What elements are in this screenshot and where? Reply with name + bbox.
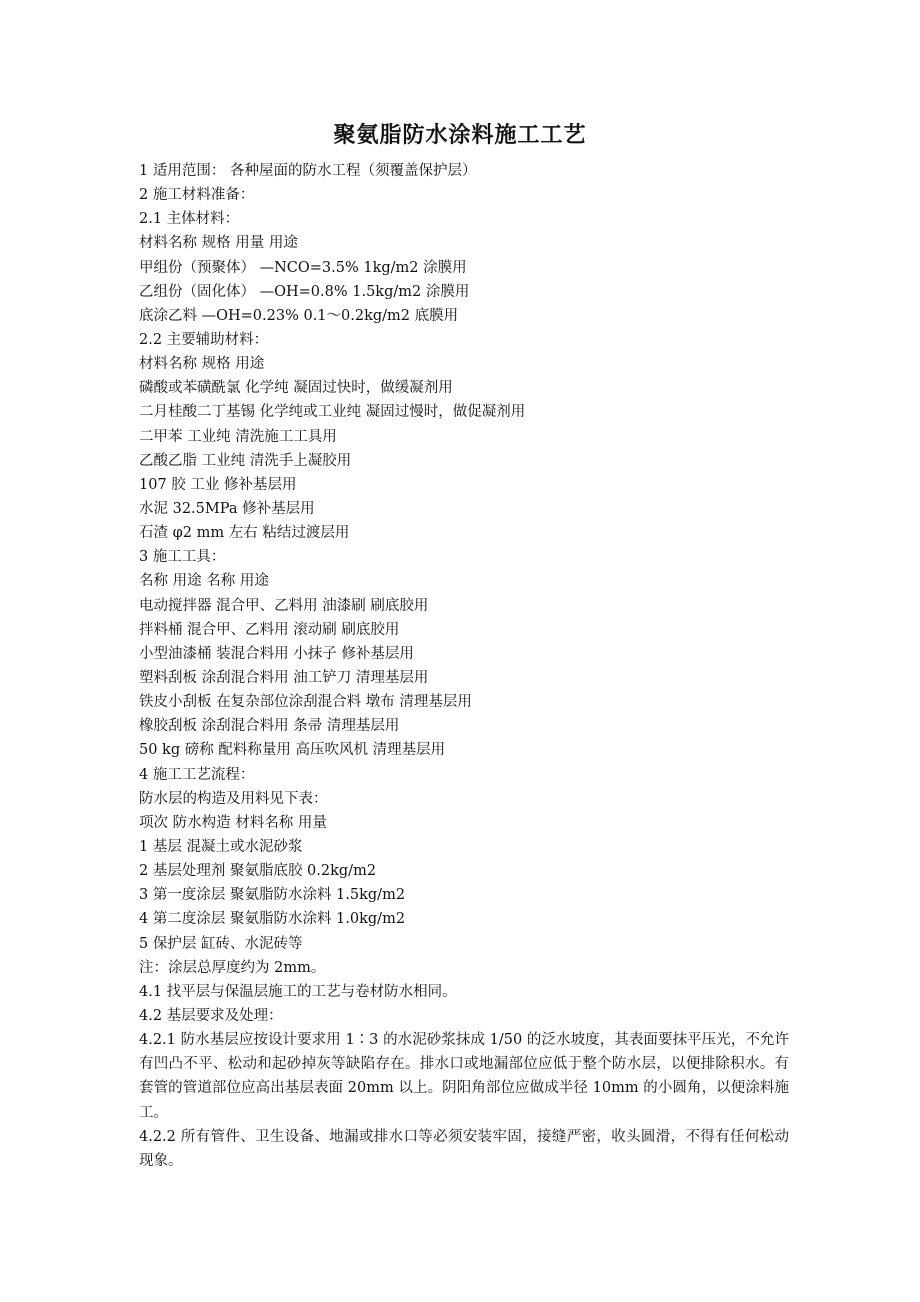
text-line: 名称 用途 名称 用途 [139, 573, 269, 590]
text-line: 电动搅拌器 混合甲、乙料用 油漆刷 刷底胶用 [139, 597, 429, 614]
text-line: 水泥 32.5MPa 修补基层用 [139, 500, 315, 517]
text-line: 二月桂酸二丁基锡 化学纯或工业纯 凝固过慢时，做促凝剂用 [139, 404, 526, 421]
text-line: 2 基层处理剂 聚氨脂底胶 0.2kg/m2 [139, 863, 377, 880]
text-line: 1 适用范围： 各种屋面的防水工程（须覆盖保护层） [139, 163, 477, 179]
text-line: 4.2 基层要求及处理： [139, 1007, 283, 1024]
text-line: 107 胶 工业 修补基层用 [139, 476, 297, 493]
text-line: 乙酸乙脂 工业纯 清洗手上凝胶用 [139, 452, 352, 469]
text-line: 4 第二度涂层 聚氨脂防水涂料 1.0kg/m2 [139, 911, 406, 928]
text-line: 4 施工工艺流程： [139, 766, 255, 783]
document-body [139, 159, 789, 1173]
text-line: 乙组份（固化体） —OH=0.8% 1.5kg/m2 涂膜用 [139, 283, 470, 300]
text-line: 拌料桶 混合甲、乙料用 滚动刷 刷底胶用 [139, 621, 400, 638]
text-paragraph: 4.2.2 所有管件、卫生设备、地漏或排水口等必须安装牢固，接缝严密，收头圆滑，不得有任何松动现象。 [139, 1128, 789, 1169]
text-paragraph: 4.2.1 防水基层应按设计要求用 1∶3 的水泥砂浆抹成 1/50 的泛水坡度，其表面要抹平压光，不允许有凹凸不平、松动和起砂掉灰等缺陷存在。排水口或地漏部位应低于整个防水层，以便排除积水。有套管的管道部位应高出基层表面 20mm 以上。阴阳角部位应做成半径 10mm 的小圆角，以便涂料施工。 [139, 1032, 789, 1121]
text-line: 4.1 找平层与保温层施工的工艺与卷材防水相同。 [139, 983, 457, 1000]
text-line: 材料名称 规格 用量 用途 [139, 235, 298, 252]
text-line: 甲组份（预聚体） —NCO=3.5% 1kg/m2 涂膜用 [139, 259, 467, 276]
text-line: 底涂乙料 —OH=0.23% 0.1～0.2kg/m2 底膜用 [139, 307, 459, 324]
text-line: 小型油漆桶 装混合料用 小抹子 修补基层用 [139, 645, 414, 662]
text-line: 1 基层 混凝土或水泥砂浆 [139, 838, 303, 855]
text-line: 石渣 φ2 mm 左右 粘结过渡层用 [139, 525, 350, 542]
text-line: 3 第一度涂层 聚氨脂防水涂料 1.5kg/m2 [139, 887, 406, 904]
text-line: 3 施工工具： [139, 549, 226, 566]
text-line: 2.2 主要辅助材料： [139, 331, 269, 348]
text-line: 2 施工材料准备： [139, 187, 255, 204]
text-line: 塑料刮板 涂刮混合料用 油工铲刀 清理基层用 [139, 669, 429, 686]
text-line: 2.1 主体材料： [139, 211, 240, 228]
document-title: 聚氨脂防水涂料施工工艺 [333, 122, 587, 148]
text-line: 橡胶刮板 涂刮混合料用 条帚 清理基层用 [139, 718, 400, 735]
text-line: 铁皮小刮板 在复杂部位涂刮混合料 墩布 清理基层用 [139, 694, 472, 711]
text-line: 注：涂层总厚度约为 2mm。 [139, 959, 326, 976]
text-line: 二甲苯 工业纯 清洗施工工具用 [139, 428, 337, 445]
text-line: 50 kg 磅称 配料称量用 高压吹风机 清理基层用 [139, 742, 446, 759]
text-line: 5 保护层 缸砖、水泥砖等 [139, 935, 303, 952]
text-line: 材料名称 规格 用途 [139, 356, 265, 373]
text-line: 磷酸或苯磺酰氯 化学纯 凝固过快时，做缓凝剂用 [139, 380, 453, 397]
text-line: 项次 防水构造 材料名称 用量 [139, 814, 327, 831]
text-line: 防水层的构造及用料见下表： [139, 790, 328, 807]
